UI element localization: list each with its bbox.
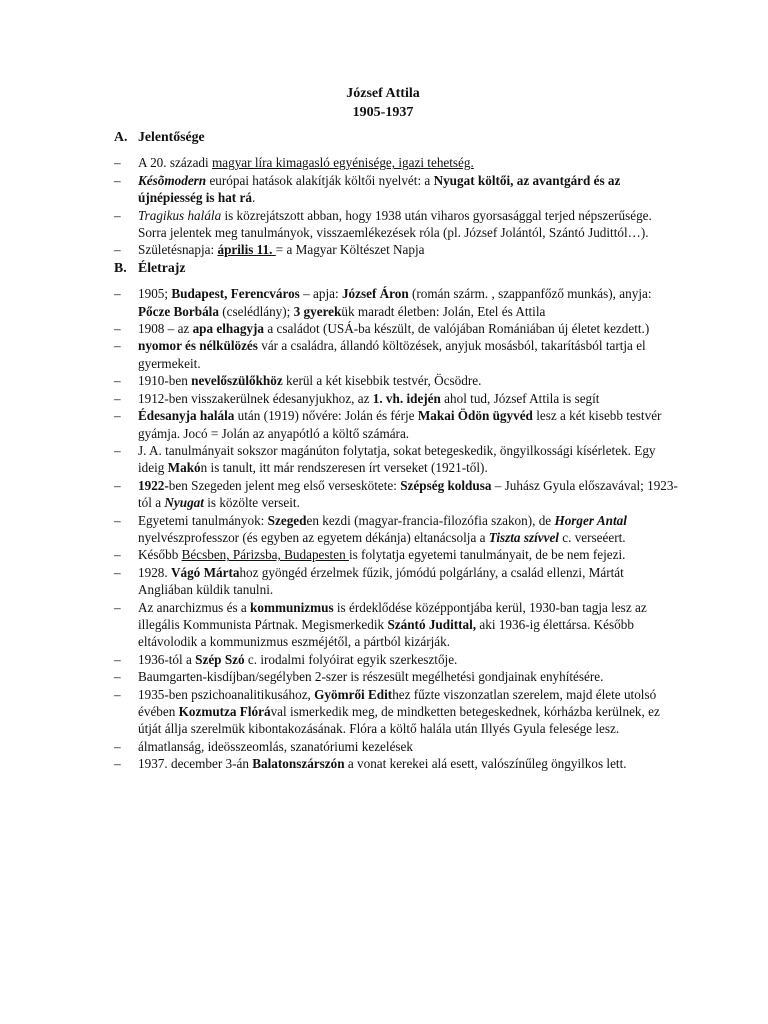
section-a-list xyxy=(114,154,680,258)
section-b-list-item xyxy=(114,564,680,599)
text-run: nevelőszülőkhöz xyxy=(191,373,283,389)
text-run: Édesanyja halála xyxy=(138,408,235,424)
text-run: Makai Ödön ügyvéd xyxy=(417,408,533,424)
list-dash: – xyxy=(114,321,121,337)
list-dash: – xyxy=(114,286,121,302)
text-run: a családot (USÁ-ba készült, de valójában Romániában új életet kezdett.) xyxy=(264,321,650,337)
list-dash: – xyxy=(114,338,121,354)
text-run: Az anarchizmus és a xyxy=(138,599,251,615)
section-b-list-item xyxy=(114,320,680,337)
text-run: 1912-ben visszakerülnek édesanyjukhoz, az xyxy=(138,390,373,406)
text-run: . xyxy=(251,190,256,206)
text-run: Születésnapja: xyxy=(138,242,218,258)
text-run: vár a családra, állandó költözések, anyjuk mosásból, takarításból tartja el gyermekeit. xyxy=(138,338,646,371)
text-run: Nyugat költői, az avantgárd és az újnépiesség is hat rá xyxy=(138,172,621,206)
text-run: Később xyxy=(138,547,182,563)
text-run: aki 1936-ig élettársa. Később eltávolodik a kommunizmus eszméjétől, a pártból kizárják. xyxy=(138,616,634,650)
list-dash: – xyxy=(114,172,121,188)
text-run: Tragikus halála xyxy=(138,207,222,223)
text-run: c. irodalmi folyóirat egyik szerkesztője. xyxy=(244,651,458,667)
text-run: 1905; xyxy=(138,286,172,302)
text-run: ük maradt életben: Jolán, Etel és Attila xyxy=(341,303,546,319)
text-run: (román szárm. , szappanfőző munkás), anyja: xyxy=(408,286,652,302)
text-run: Vágó Márta xyxy=(170,564,240,580)
text-run: Egyetemi tanulmányok: xyxy=(138,512,268,528)
text-run: is érdeklődése középpontjába kerül, 1930-ban tagja lesz az illegális Kommunista Pártnak. Megismerkedik xyxy=(138,599,647,632)
text-run: is közrejátszott abban, hogy 1938 után viharos gyorsasággal terjed népszerűsége. Sorra jelentek meg tanulmányok, visszaemlékezések róla (pl. József Jolántól, Szántó Judittól…). xyxy=(138,207,652,241)
text-run: 1928. xyxy=(138,564,171,580)
section-b-list-item xyxy=(114,337,680,372)
text-run: c. verseéert. xyxy=(558,529,626,545)
section-b-list-item xyxy=(114,407,680,442)
text-run: = a Magyar Költészet Napja xyxy=(275,242,425,258)
list-dash: – xyxy=(114,686,121,702)
text-run: európai hatások alakítják költői nyelvét: a xyxy=(206,172,434,188)
text-run: kommunizmus xyxy=(250,599,334,615)
text-run: is közölte verseit. xyxy=(203,495,300,511)
section-b-heading xyxy=(114,259,680,276)
text-run: en kezdi (magyar-francia-filozófia szakon), de xyxy=(306,512,555,528)
text-run: apa elhagyja xyxy=(192,321,265,337)
section-a-list-item xyxy=(114,154,680,171)
text-run: Szántó Judittal, xyxy=(387,616,477,632)
section-b-list-item xyxy=(114,285,680,320)
section-a-list-item xyxy=(114,207,680,242)
list-dash: – xyxy=(114,442,121,458)
section-a-list-item xyxy=(114,241,680,258)
section-b-list-item xyxy=(114,651,680,668)
list-dash: – xyxy=(114,738,121,754)
text-run: nyomor és nélkülözés xyxy=(138,338,258,354)
text-run: 1910-ben xyxy=(138,373,192,389)
text-run: 1908 – az xyxy=(138,321,193,337)
text-run: hez fűzte viszonzatlan szerelem, majd élete utolsó évében xyxy=(138,686,657,719)
text-run: után (1919) nővére: Jolán és férje xyxy=(234,408,418,424)
list-dash: – xyxy=(114,512,121,528)
text-run: is folytatja egyetemi tanulmányait, de be nem fejezi. xyxy=(348,547,626,563)
text-run: A 20. századi xyxy=(138,155,212,171)
text-run: Baumgarten-kisdíjban/segélyben 2-szer is részesült megélhetési gondjainak enyhítésére. xyxy=(138,669,604,685)
section-b-list-item xyxy=(114,686,680,738)
list-dash: – xyxy=(114,477,121,493)
text-run: (cselédlány); xyxy=(218,303,294,319)
section-b-list-item xyxy=(114,738,680,755)
text-run: – Juhász Gyula előszavával; 1923-tól a xyxy=(138,477,678,511)
section-a-list-item xyxy=(114,172,680,207)
list-dash: – xyxy=(114,373,121,389)
section-b-list xyxy=(114,285,680,772)
list-dash: – xyxy=(114,207,121,223)
document-title-block xyxy=(0,84,768,122)
text-run: Szeged xyxy=(267,512,307,528)
list-dash: – xyxy=(114,408,121,424)
list-dash: – xyxy=(114,756,121,772)
document-body xyxy=(114,128,680,773)
text-run: Makó xyxy=(167,460,201,476)
list-dash: – xyxy=(114,564,121,580)
list-dash: – xyxy=(114,547,121,563)
section-b-list-item xyxy=(114,546,680,563)
text-run: Tiszta szívvel xyxy=(488,529,559,545)
section-b-list-item xyxy=(114,442,680,477)
section-b-list-item xyxy=(114,372,680,389)
section-a-letter: A. xyxy=(114,129,128,144)
list-dash: – xyxy=(114,669,121,685)
text-run: Nyugat xyxy=(164,495,204,511)
text-run: – apja: xyxy=(299,286,342,302)
text-run: Balatonszárszón xyxy=(252,756,345,772)
text-run: a vonat kerekei alá esett, valószínűleg öngyilkos lett. xyxy=(344,756,627,772)
text-run: Szépség koldusa xyxy=(400,477,492,493)
text-run: lesz a két kisebb testvér gyámja. Jocó = Jolán az anyapótló a költő számára. xyxy=(138,408,662,441)
list-dash: – xyxy=(114,155,121,171)
section-b-letter: B. xyxy=(114,259,127,275)
text-run: ahol tud, József Attila is segít xyxy=(440,390,600,406)
text-run: hoz gyöngéd érzelmek fűzik, jómódú polgárlány, a család ellenzi, Mártát Angliában küldik tanulni. xyxy=(138,564,624,598)
text-run: nyelvészprofesszor (és egyben az egyetem dékánja) eltanácsolja a xyxy=(138,529,489,545)
text-run: Pőcze Borbála xyxy=(138,303,219,319)
text-run: 1922- xyxy=(138,477,169,493)
section-a-heading xyxy=(114,128,680,145)
section-b-list-item xyxy=(114,390,680,407)
text-run: 1. vh. idején xyxy=(372,390,441,406)
text-run: 3 gyerek xyxy=(293,303,342,319)
text-run: Kozmutza Flórá xyxy=(178,704,271,719)
text-run: magyar líra kimagasló egyénisége, igazi tehetség. xyxy=(211,155,474,171)
list-dash: – xyxy=(114,390,121,406)
text-run: április 11. xyxy=(217,242,276,258)
document-years: 1905-1937 xyxy=(352,105,414,120)
text-run: Gyömrői Edit xyxy=(314,686,393,702)
section-b-list-item xyxy=(114,599,680,651)
text-run: 1936-tól a xyxy=(138,651,196,667)
section-b-title: Életrajz xyxy=(138,259,186,275)
section-a-title: Jelentősége xyxy=(138,129,205,144)
list-dash: – xyxy=(114,599,121,615)
text-run: kerül a két kisebbik testvér, Öcsödre. xyxy=(282,373,482,389)
section-b-list-item xyxy=(114,755,680,772)
text-run: val ismerkedik meg, de mindketten betegeskednek, kórházba kerülnek, ez útját állja szerelmük kibontakozásának. Flóra a költő halála után Illyés Gyula felesége lesz. xyxy=(138,704,660,737)
section-b-list-item xyxy=(114,668,680,685)
text-run: 1937. december 3-án xyxy=(138,756,253,772)
text-run: álmatlanság, ideösszeomlás, szanatóriumi kezelések xyxy=(138,738,414,754)
text-run: Szép Szó xyxy=(195,651,245,667)
text-run: Késõmodern xyxy=(138,172,207,188)
section-b-list-item xyxy=(114,512,680,547)
text-run: Budapest, Ferencváros xyxy=(171,286,300,302)
text-run: 1935-ben pszichoanalitikusához, xyxy=(138,686,315,702)
text-run: József Áron xyxy=(341,286,409,302)
list-dash: – xyxy=(114,651,121,667)
text-run: Bécsben, Párizsba, Budapesten xyxy=(181,547,349,563)
section-b-list-item xyxy=(114,477,680,512)
text-run: J. A. tanulmányait sokszor magánúton folytatja, sokat betegeskedik, öngyilkossági kísérletek. Egy ideig xyxy=(138,442,656,476)
text-run: Horger Antal xyxy=(554,512,627,528)
text-run: ben Szegeden jelent meg első verseskötete: xyxy=(168,477,401,493)
list-dash: – xyxy=(114,242,121,258)
document-title: József Attila xyxy=(346,86,420,101)
text-run: n is tanult, itt már rendszeresen írt verseket (1921-től). xyxy=(200,460,488,476)
